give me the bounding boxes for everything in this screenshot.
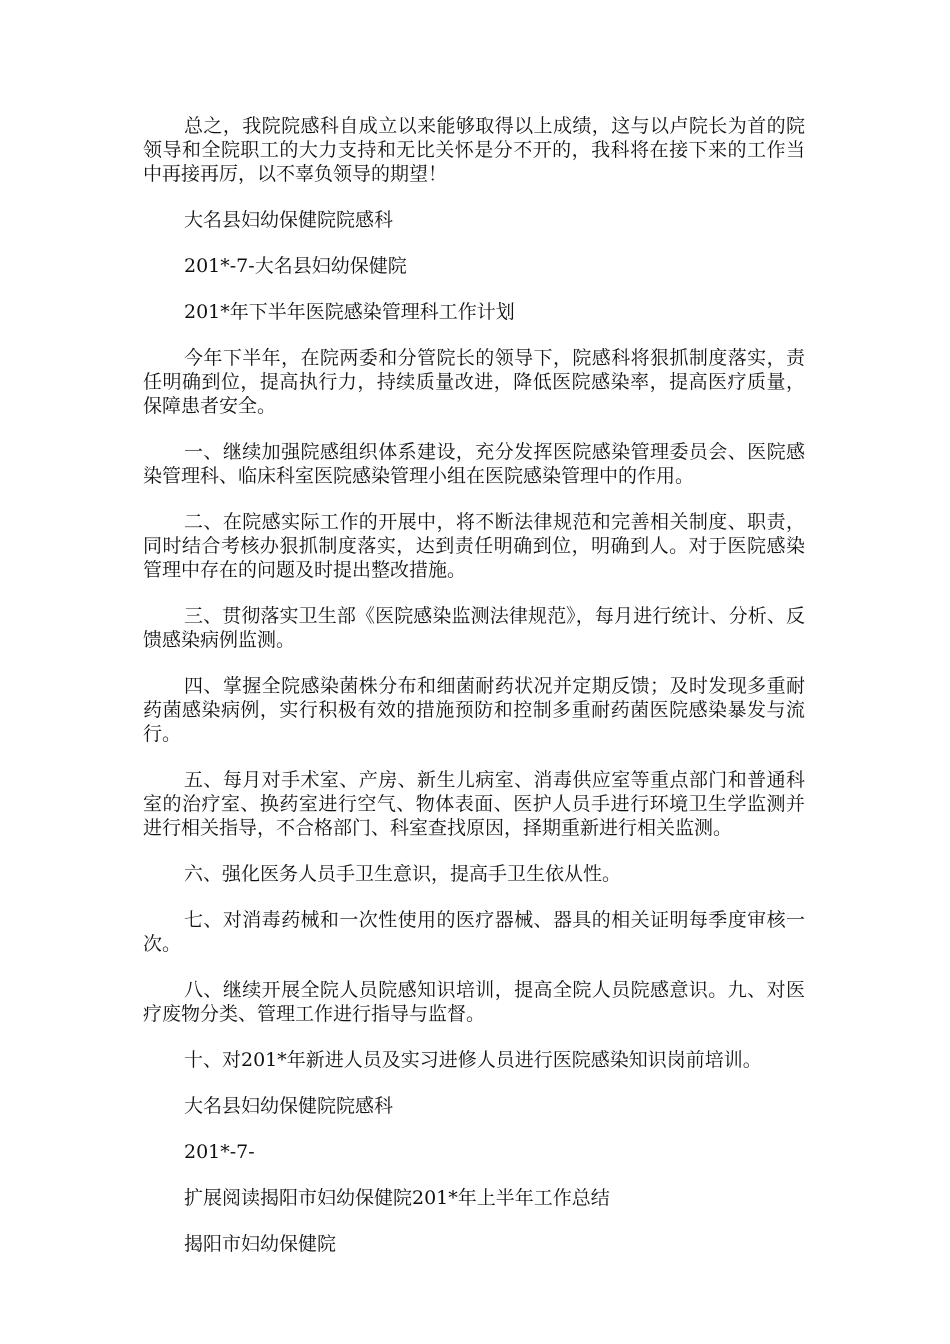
signature-date: 201*-7-大名县妇幼保健院 <box>184 255 407 277</box>
signature-department: 大名县妇幼保健院院感科 <box>184 209 394 231</box>
plan-intro: 今年下半年，在院两委和分管院长的领导下，院感科将狠抓制度落实，责任明确到位，提高执行力，持续质量改进，降低医院感染率，提高医疗质量，保障患者安全。 <box>143 347 805 417</box>
plan-item-4: 四、掌握全院感染菌株分布和细菌耐药状况并定期反馈；及时发现多重耐药菌感染病例，实行积极有效的措施预防和控制多重耐药菌医院感染暴发与流行。 <box>143 675 805 745</box>
plan-item-5: 五、每月对手术室、产房、新生儿病室、消毒供应室等重点部门和普通科室的治疗室、换药室进行空气、物体表面、医护人员手进行环境卫生学监测并进行相关指导，不合格部门、科室查找原因，择期重新进行相关监测。 <box>143 769 805 839</box>
extended-reading-title: 扩展阅读揭阳市妇幼保健院201*年上半年工作总结 <box>184 1187 610 1209</box>
plan-item-6: 六、强化医务人员手卫生意识，提高手卫生依从性。 <box>184 863 622 885</box>
plan-item-7: 七、对消毒药械和一次性使用的医疗器械、器具的相关证明每季度审核一次。 <box>143 909 805 955</box>
document-page <box>143 114 805 1278</box>
plan-signature-department: 大名县妇幼保健院院感科 <box>184 1095 394 1117</box>
plan-item-3: 三、贯彻落实卫生部《医院感染监测法律规范》，每月进行统计、分析、反馈感染病例监测。 <box>143 605 805 651</box>
plan-item-8-9: 八、继续开展全院人员院感知识培训，提高全院人员院感意识。九、对医疗废物分类、管理工作进行指导与监督。 <box>143 979 805 1025</box>
extended-reading-org: 揭阳市妇幼保健院 <box>184 1233 337 1255</box>
plan-signature-date: 201*-7- <box>184 1141 255 1163</box>
plan-item-2: 二、在院感实际工作的开展中，将不断法律规范和完善相关制度、职责，同时结合考核办狠抓制度落实，达到责任明确到位，明确到人。对于医院感染管理中存在的问题及时提出整改措施。 <box>143 511 805 581</box>
plan-title: 201*年下半年医院感染管理科工作计划 <box>184 301 515 323</box>
paragraph-conclusion: 总之，我院院感科自成立以来能够取得以上成绩，这与以卢院长为首的院领导和全院职工的大力支持和无比关怀是分不开的，我科将在接下来的工作当中再接再厉，以不辜负领导的期望！ <box>143 115 805 185</box>
plan-item-10: 十、对201*年新进人员及实习进修人员进行医院感染知识岗前培训。 <box>184 1049 762 1071</box>
plan-item-1: 一、继续加强院感组织体系建设，充分发挥医院感染管理委员会、医院感染管理科、临床科室医院感染管理小组在医院感染管理中的作用。 <box>143 441 805 487</box>
